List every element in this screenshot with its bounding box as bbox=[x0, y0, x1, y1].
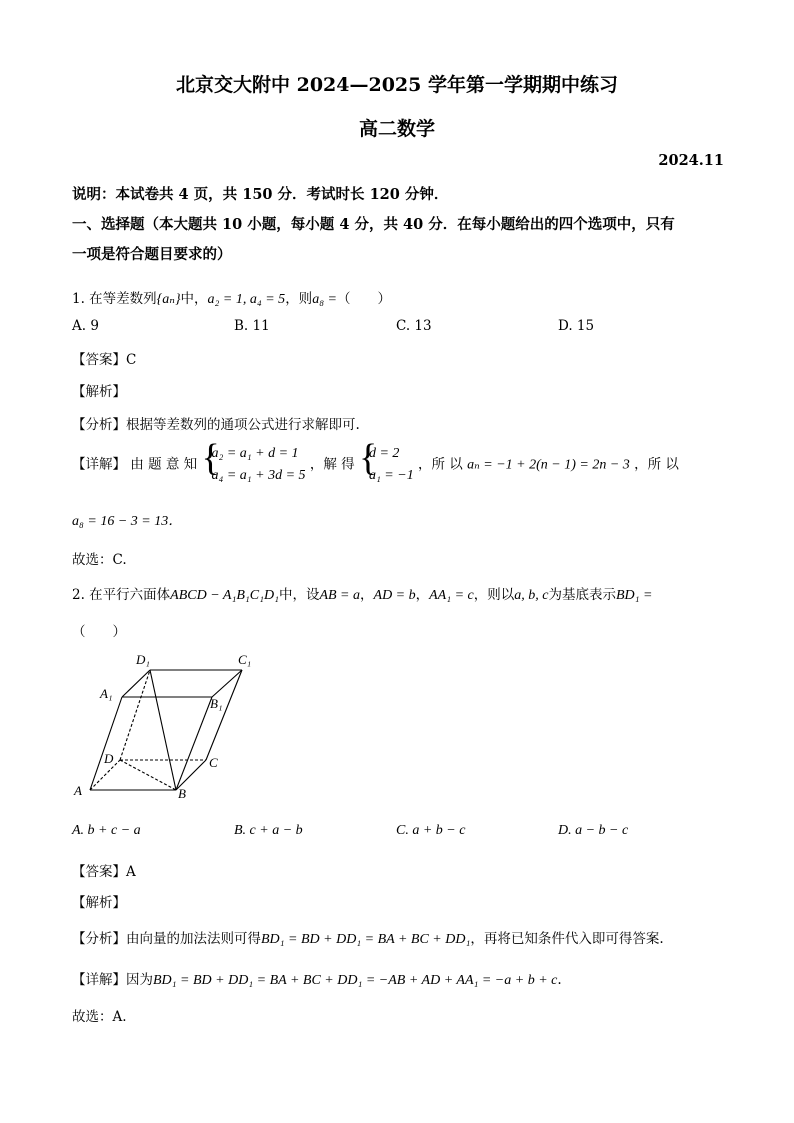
q2-fenxi-formula: BD₁ = BD + DD₁ = BA + BC + DD₁ bbox=[261, 932, 471, 947]
diagonal-bd-hidden bbox=[120, 760, 176, 790]
q2-fenxi-label: 【分析】 bbox=[72, 931, 126, 947]
q1-detail-label: 【详解】 bbox=[72, 456, 126, 473]
q2-line-end: ，则以 bbox=[473, 587, 515, 603]
q2-vector-ad: AD = b bbox=[373, 588, 416, 603]
q2-option-a bbox=[72, 822, 141, 839]
q1-option-c: C. 13 bbox=[396, 318, 432, 334]
q1-general-formula: aₙ = −1 + 2(n − 1) = 2n − 3 bbox=[467, 457, 630, 473]
q2-fenxi bbox=[72, 927, 664, 948]
q1-option-d: D. 15 bbox=[558, 318, 595, 334]
diagonal-bd1 bbox=[150, 670, 176, 790]
q1-fenxi-label: 【分析】 bbox=[72, 417, 126, 433]
q1-analysis-label: 【解析】 bbox=[72, 384, 126, 400]
q2-option-d bbox=[558, 822, 628, 839]
q1-system-1-line2: a₄ = a₁ + 3d = 5 bbox=[211, 468, 306, 483]
q1-option-b: B. 11 bbox=[234, 318, 270, 334]
q1-detail bbox=[72, 437, 679, 487]
q1-sequence: {aₙ} bbox=[156, 292, 181, 307]
edge-dd1-hidden bbox=[120, 670, 150, 760]
q1-ask: ，则 bbox=[285, 291, 313, 307]
label-c: C bbox=[209, 755, 218, 770]
label-a: A bbox=[74, 783, 82, 798]
q2-prefix: 2. 在平行六面体 bbox=[72, 587, 171, 603]
section-heading-line2: 一项是符合题目要求的） bbox=[72, 246, 232, 263]
q1-fenxi bbox=[72, 413, 360, 433]
q2-detail-formula: BD₁ = BD + DD₁ = BA + BC + DD₁ = −AB + AD + AA₁ = −a + b + c bbox=[153, 973, 558, 988]
q2-solid: ABCD − A₁B₁C₁D₁ bbox=[170, 588, 279, 603]
label-a1: A₁ bbox=[100, 686, 113, 701]
q2-answer-value: A bbox=[126, 864, 136, 880]
q2-detail bbox=[72, 968, 562, 989]
q2-vector-aa1: AA₁ = c bbox=[429, 588, 474, 603]
q1-answer bbox=[72, 348, 136, 368]
q1-stem bbox=[72, 287, 391, 308]
q2-stem: 2. 在平行六面体ABCD − A₁B₁C₁D₁中，设AB = a，AD = b，AA₁ = c，则以a, b, c为基底表示BD₁ = bbox=[72, 587, 653, 603]
q2-mid: 中，设 bbox=[278, 587, 320, 603]
label-c1: C₁ bbox=[238, 652, 252, 667]
q2-basis: a, b, c bbox=[514, 588, 549, 603]
q1-detail-text-a: 由 题 意 知 bbox=[130, 456, 198, 473]
q1-detail-text-b: ，解 得 bbox=[309, 456, 355, 473]
section-heading-line1: 一、选择题（本大题共 10 小题，每小题 4 分，共 40 分．在每小题给出的四个选项中，只有 bbox=[72, 216, 675, 233]
q2-answer-label: 【答案】 bbox=[72, 864, 126, 880]
q1-paren: （ ） bbox=[337, 291, 392, 307]
q2-vector-ab: AB = a bbox=[319, 588, 361, 603]
q1-choose: 故选：C. bbox=[72, 552, 127, 568]
q1-mid: 中， bbox=[180, 291, 208, 307]
q1-answer-label: 【答案】 bbox=[72, 352, 126, 368]
q1-answer-value: C bbox=[126, 352, 137, 368]
exam-date: 2024.11 bbox=[658, 152, 724, 169]
edge-c1b1 bbox=[212, 670, 242, 697]
instructions: 说明：本试卷共 4 页，共 150 分．考试时长 120 分钟． bbox=[72, 186, 449, 203]
q2-option-d-text: D. a − b − c bbox=[558, 823, 629, 838]
q2-detail-end: . bbox=[557, 972, 562, 988]
label-b: B bbox=[178, 786, 186, 800]
label-b1: B₁ bbox=[210, 696, 223, 711]
q2-choose: 故选：A. bbox=[72, 1009, 127, 1025]
q2-option-b bbox=[234, 822, 303, 839]
q2-analysis-label: 【解析】 bbox=[72, 895, 126, 911]
q2-line-tail: 为基底表示 bbox=[548, 587, 616, 603]
q2-option-b-text: B. c + a − b bbox=[234, 823, 303, 838]
label-d1: D₁ bbox=[136, 652, 150, 667]
q2-fenxi-text-b: ，再将已知条件代入即可得答案. bbox=[470, 931, 664, 947]
exam-title: 北京交大附中 2024—2025 学年第一学期期中练习 bbox=[176, 74, 618, 96]
q1-system-2-line2: a₁ = −1 bbox=[368, 468, 414, 483]
q1-system-1: { a₂ = a₁ + d = 1 a₄ = a₁ + 3d = 5 bbox=[201, 443, 305, 487]
parallelepiped-figure bbox=[70, 650, 270, 800]
q1-detail-text-d: ，所 以 bbox=[634, 456, 679, 473]
q2-option-a-text: A. b + c − a bbox=[72, 823, 141, 838]
q1-prefix: 1. 在等差数列 bbox=[72, 291, 157, 307]
q2-fenxi-text-a: 由向量的加法法则可得 bbox=[126, 931, 261, 947]
q1-detail-text-c: ，所 以 bbox=[418, 456, 463, 473]
q1-system-2: { d = 2 a₁ = −1 bbox=[359, 443, 414, 487]
q1-result: a₈ = 16 − 3 = 13． bbox=[72, 514, 183, 529]
q1-target: a₈ = bbox=[312, 292, 338, 307]
edge-aa1 bbox=[90, 697, 122, 790]
edge-cc1 bbox=[206, 670, 242, 760]
q2-detail-label: 【详解】 bbox=[72, 972, 126, 988]
q1-system-2-line1: d = 2 bbox=[368, 446, 400, 461]
edge-bb1 bbox=[176, 697, 212, 790]
q1-option-a: A. 9 bbox=[72, 318, 99, 334]
q2-target: BD₁ = bbox=[615, 588, 653, 603]
q2-detail-text: 因为 bbox=[126, 972, 153, 988]
q2-option-c-text: C. a + b − c bbox=[396, 823, 466, 838]
q2-answer bbox=[72, 860, 136, 880]
q1-condition: a₂ = 1, a₄ = 5 bbox=[207, 292, 286, 307]
exam-subtitle: 高二数学 bbox=[358, 118, 435, 140]
q2-option-c bbox=[396, 822, 465, 839]
q1-fenxi-text: 根据等差数列的通项公式进行求解即可. bbox=[126, 417, 360, 433]
label-d: D bbox=[104, 751, 114, 766]
q2-paren: （ ） bbox=[72, 624, 126, 640]
q1-system-1-line1: a₂ = a₁ + d = 1 bbox=[211, 446, 299, 461]
